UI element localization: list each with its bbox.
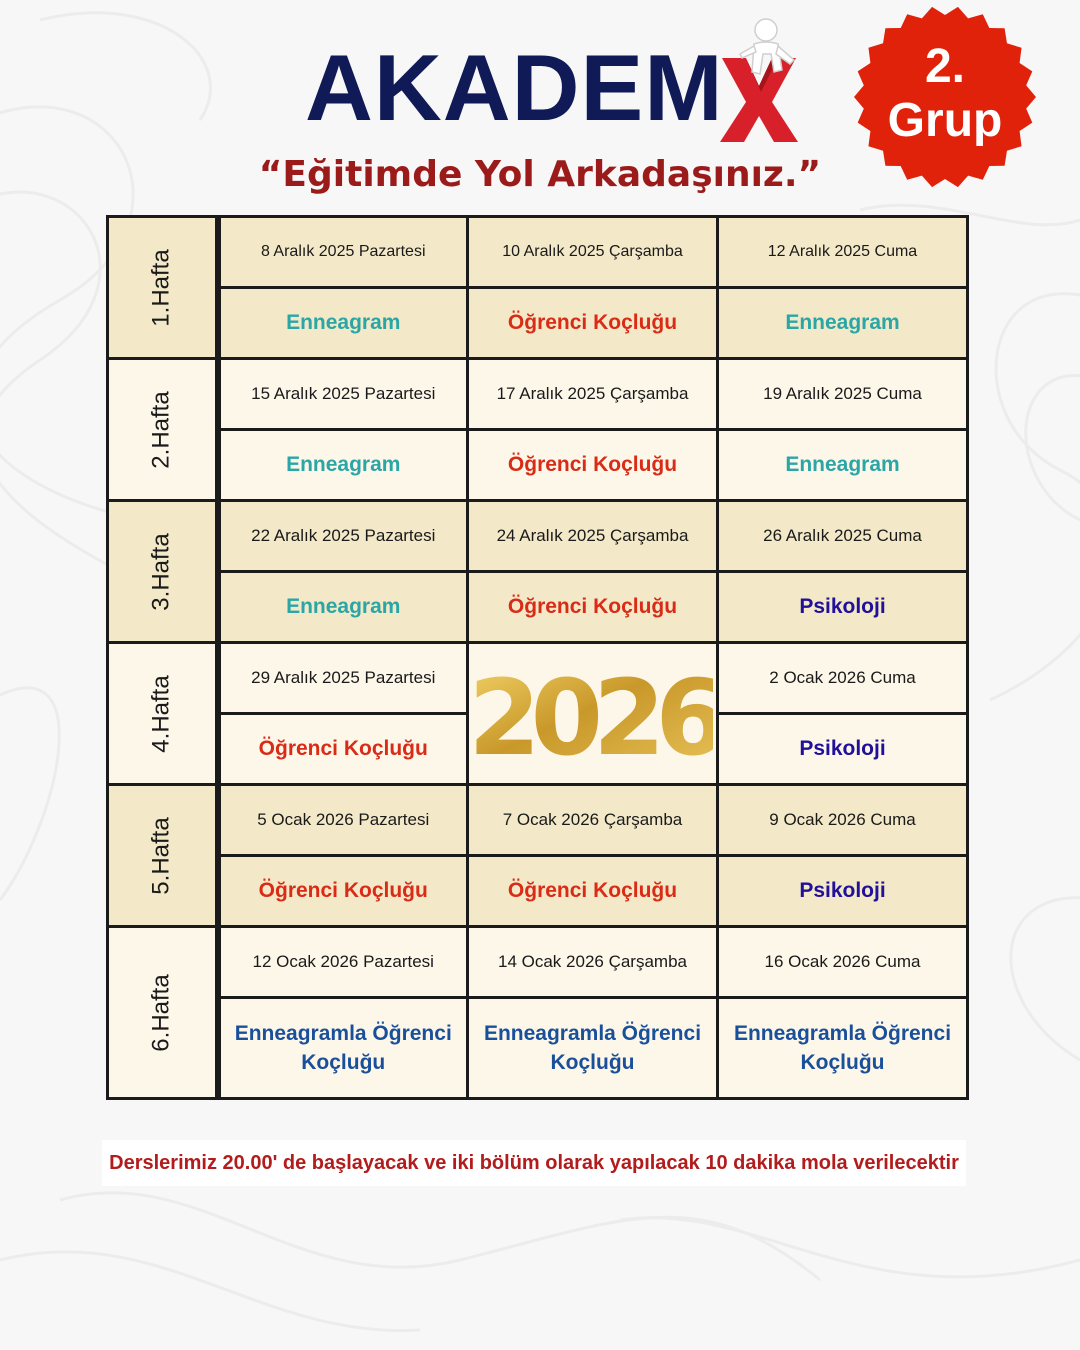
date-cell: 10 Aralık 2025 Çarşamba	[468, 217, 718, 288]
group-label: Grup	[887, 94, 1003, 147]
week-label: 6.Hafta	[147, 973, 175, 1052]
group-badge-text	[852, 40, 1038, 148]
new-year-2026-image	[468, 643, 718, 785]
date-cell: 8 Aralık 2025 Pazartesi	[218, 217, 468, 288]
week-1-topic-row	[108, 288, 968, 359]
week-5-date-row	[108, 785, 968, 856]
date-cell: 7 Ocak 2026 Çarşamba	[468, 785, 718, 856]
topic-cell: Enneagram	[718, 288, 968, 359]
week-2-cell	[108, 359, 218, 501]
week-6-date-row	[108, 927, 968, 998]
date-cell: 29 Aralık 2025 Pazartesi	[218, 643, 468, 714]
date-cell: 14 Ocak 2026 Çarşamba	[468, 927, 718, 998]
header	[0, 0, 1080, 210]
topic-cell: Psikoloji	[718, 856, 968, 927]
week-5-topic-row	[108, 856, 968, 927]
week-label: 1.Hafta	[147, 248, 175, 327]
footer-note: Derslerimiz 20.00' de başlayacak ve iki bölüm olarak yapılacak 10 dakika mola verilecektir	[109, 1152, 959, 1174]
date-cell: 15 Aralık 2025 Pazartesi	[218, 359, 468, 430]
date-cell: 12 Ocak 2026 Pazartesi	[218, 927, 468, 998]
date-cell: 16 Ocak 2026 Cuma	[718, 927, 968, 998]
topic-cell: Enneagram	[218, 430, 468, 501]
topic-cell: Öğrenci Koçluğu	[468, 430, 718, 501]
schedule-table	[106, 215, 969, 1100]
week-label: 5.Hafta	[147, 816, 175, 895]
topic-cell: Enneagram	[718, 430, 968, 501]
week-1-date-row	[108, 217, 968, 288]
year-text: 2026	[472, 657, 713, 776]
week-2-topic-row	[108, 430, 968, 501]
topic-cell: Enneagramla Öğrenci Koçluğu	[468, 998, 718, 1099]
week-label: 4.Hafta	[147, 674, 175, 753]
date-cell: 2 Ocak 2026 Cuma	[718, 643, 968, 714]
brand-logo-text: AKADEM	[305, 35, 724, 140]
week-1-cell	[108, 217, 218, 359]
topic-cell: Enneagram	[218, 572, 468, 643]
week-2-date-row	[108, 359, 968, 430]
date-cell: 5 Ocak 2026 Pazartesi	[218, 785, 468, 856]
topic-cell: Enneagramla Öğrenci Koçluğu	[218, 998, 468, 1099]
topic-cell: Öğrenci Koçluğu	[468, 856, 718, 927]
week-6-topic-row	[108, 998, 968, 1099]
week-4-cell	[108, 643, 218, 785]
week-4-date-row	[108, 643, 968, 714]
date-cell: 19 Aralık 2025 Cuma	[718, 359, 968, 430]
week-label: 3.Hafta	[147, 532, 175, 611]
date-cell: 17 Aralık 2025 Çarşamba	[468, 359, 718, 430]
topic-cell: Enneagram	[218, 288, 468, 359]
topic-cell: Enneagramla Öğrenci Koçluğu	[718, 998, 968, 1099]
topic-cell: Psikoloji	[718, 572, 968, 643]
week-3-date-row	[108, 501, 968, 572]
gold-2026-graphic	[473, 646, 713, 776]
date-cell: 24 Aralık 2025 Çarşamba	[468, 501, 718, 572]
topic-cell: Psikoloji	[718, 714, 968, 785]
week-5-cell	[108, 785, 218, 927]
date-cell: 22 Aralık 2025 Pazartesi	[218, 501, 468, 572]
date-cell: 26 Aralık 2025 Cuma	[718, 501, 968, 572]
date-cell: 9 Ocak 2026 Cuma	[718, 785, 968, 856]
topic-cell: Öğrenci Koçluğu	[468, 288, 718, 359]
group-number: 2.	[924, 40, 966, 93]
week-6-cell	[108, 927, 218, 1099]
tagline: “Eğitimde Yol Arkadaşınız.”	[258, 154, 822, 195]
week-3-topic-row	[108, 572, 968, 643]
topic-cell: Öğrenci Koçluğu	[218, 714, 468, 785]
date-cell: 12 Aralık 2025 Cuma	[718, 217, 968, 288]
week-label: 2.Hafta	[147, 390, 175, 469]
week-3-cell	[108, 501, 218, 643]
logo-x-figure-icon	[716, 14, 802, 144]
topic-cell: Öğrenci Koçluğu	[218, 856, 468, 927]
topic-cell: Öğrenci Koçluğu	[468, 572, 718, 643]
